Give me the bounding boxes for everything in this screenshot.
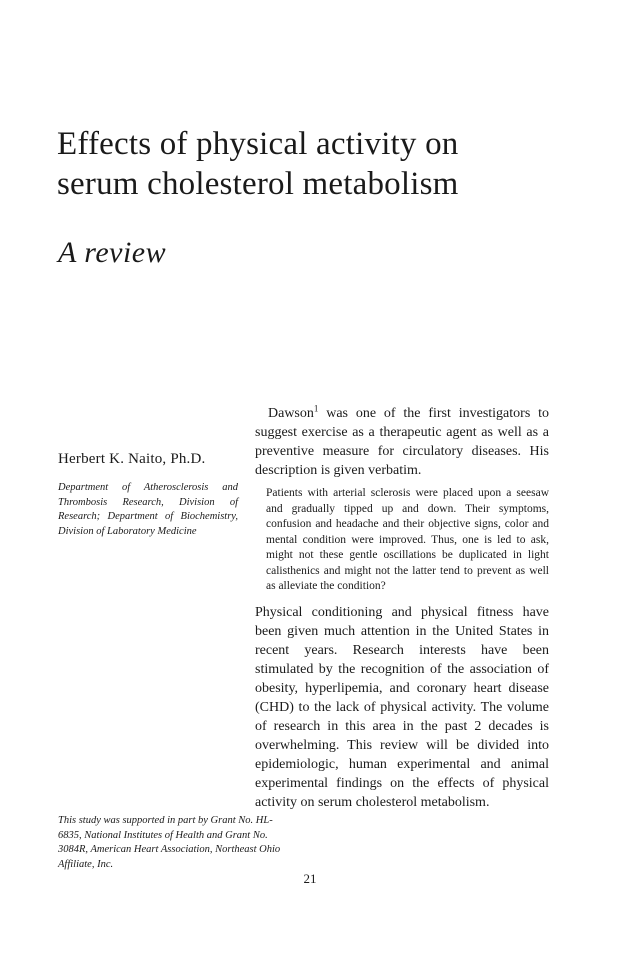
author-affiliation: Department of Atherosclerosis and Thrombosis Research, Division of Research; Department of Biochemistry, Division of Laboratory Medicine (58, 482, 238, 537)
body-column (255, 404, 549, 812)
intro-paragraph (255, 404, 549, 480)
page-number: 21 (303, 871, 317, 886)
funding-footnote: This study was supported in part by Grant No. HL-6835, National Institutes of Health and Grant No. 3084R, American Heart Association, Northeast Ohio Affiliate, Inc. (58, 815, 281, 870)
block-quote: Patients with arterial sclerosis were placed upon a seesaw and gradually tipped up and down. Their symptoms, confusion and headache and their objective signs, color and mental condition were improved. Thus, one is led to ask, might not these gentle oscillations be duplicated in light calisthenics and might not the latter tend to prevent as well as alleviate the condition? (266, 487, 549, 592)
reference-number: 1 (313, 403, 319, 414)
citation-author: Dawson (268, 406, 314, 421)
article-subtitle: A review (58, 236, 167, 269)
article-title (57, 124, 577, 204)
intro-text: was one of the first investigators to suggest exercise as a therapeutic agent as well as a preventive measure for circulatory diseases. His description is given verbatim. (255, 406, 549, 478)
title-line-2: serum cholesterol metabolism (57, 166, 459, 202)
title-line-1: Effects of physical activity on (57, 126, 459, 162)
second-paragraph: Physical conditioning and physical fitness have been given much attention in the United States in recent years. Research interests have been stimulated by the recognition of the association of obesity, hyperlipemia, and coronary heart disease (CHD) to the lack of physical activity. The volume of research in this area in the past 2 decades is overwhelming. This review will be divided into epidemiologic, human experimental and animal experimental findings on the effects of physical activity on serum cholesterol metabolism. (255, 604, 549, 810)
author-name: Herbert K. Naito, Ph.D. (58, 451, 206, 467)
